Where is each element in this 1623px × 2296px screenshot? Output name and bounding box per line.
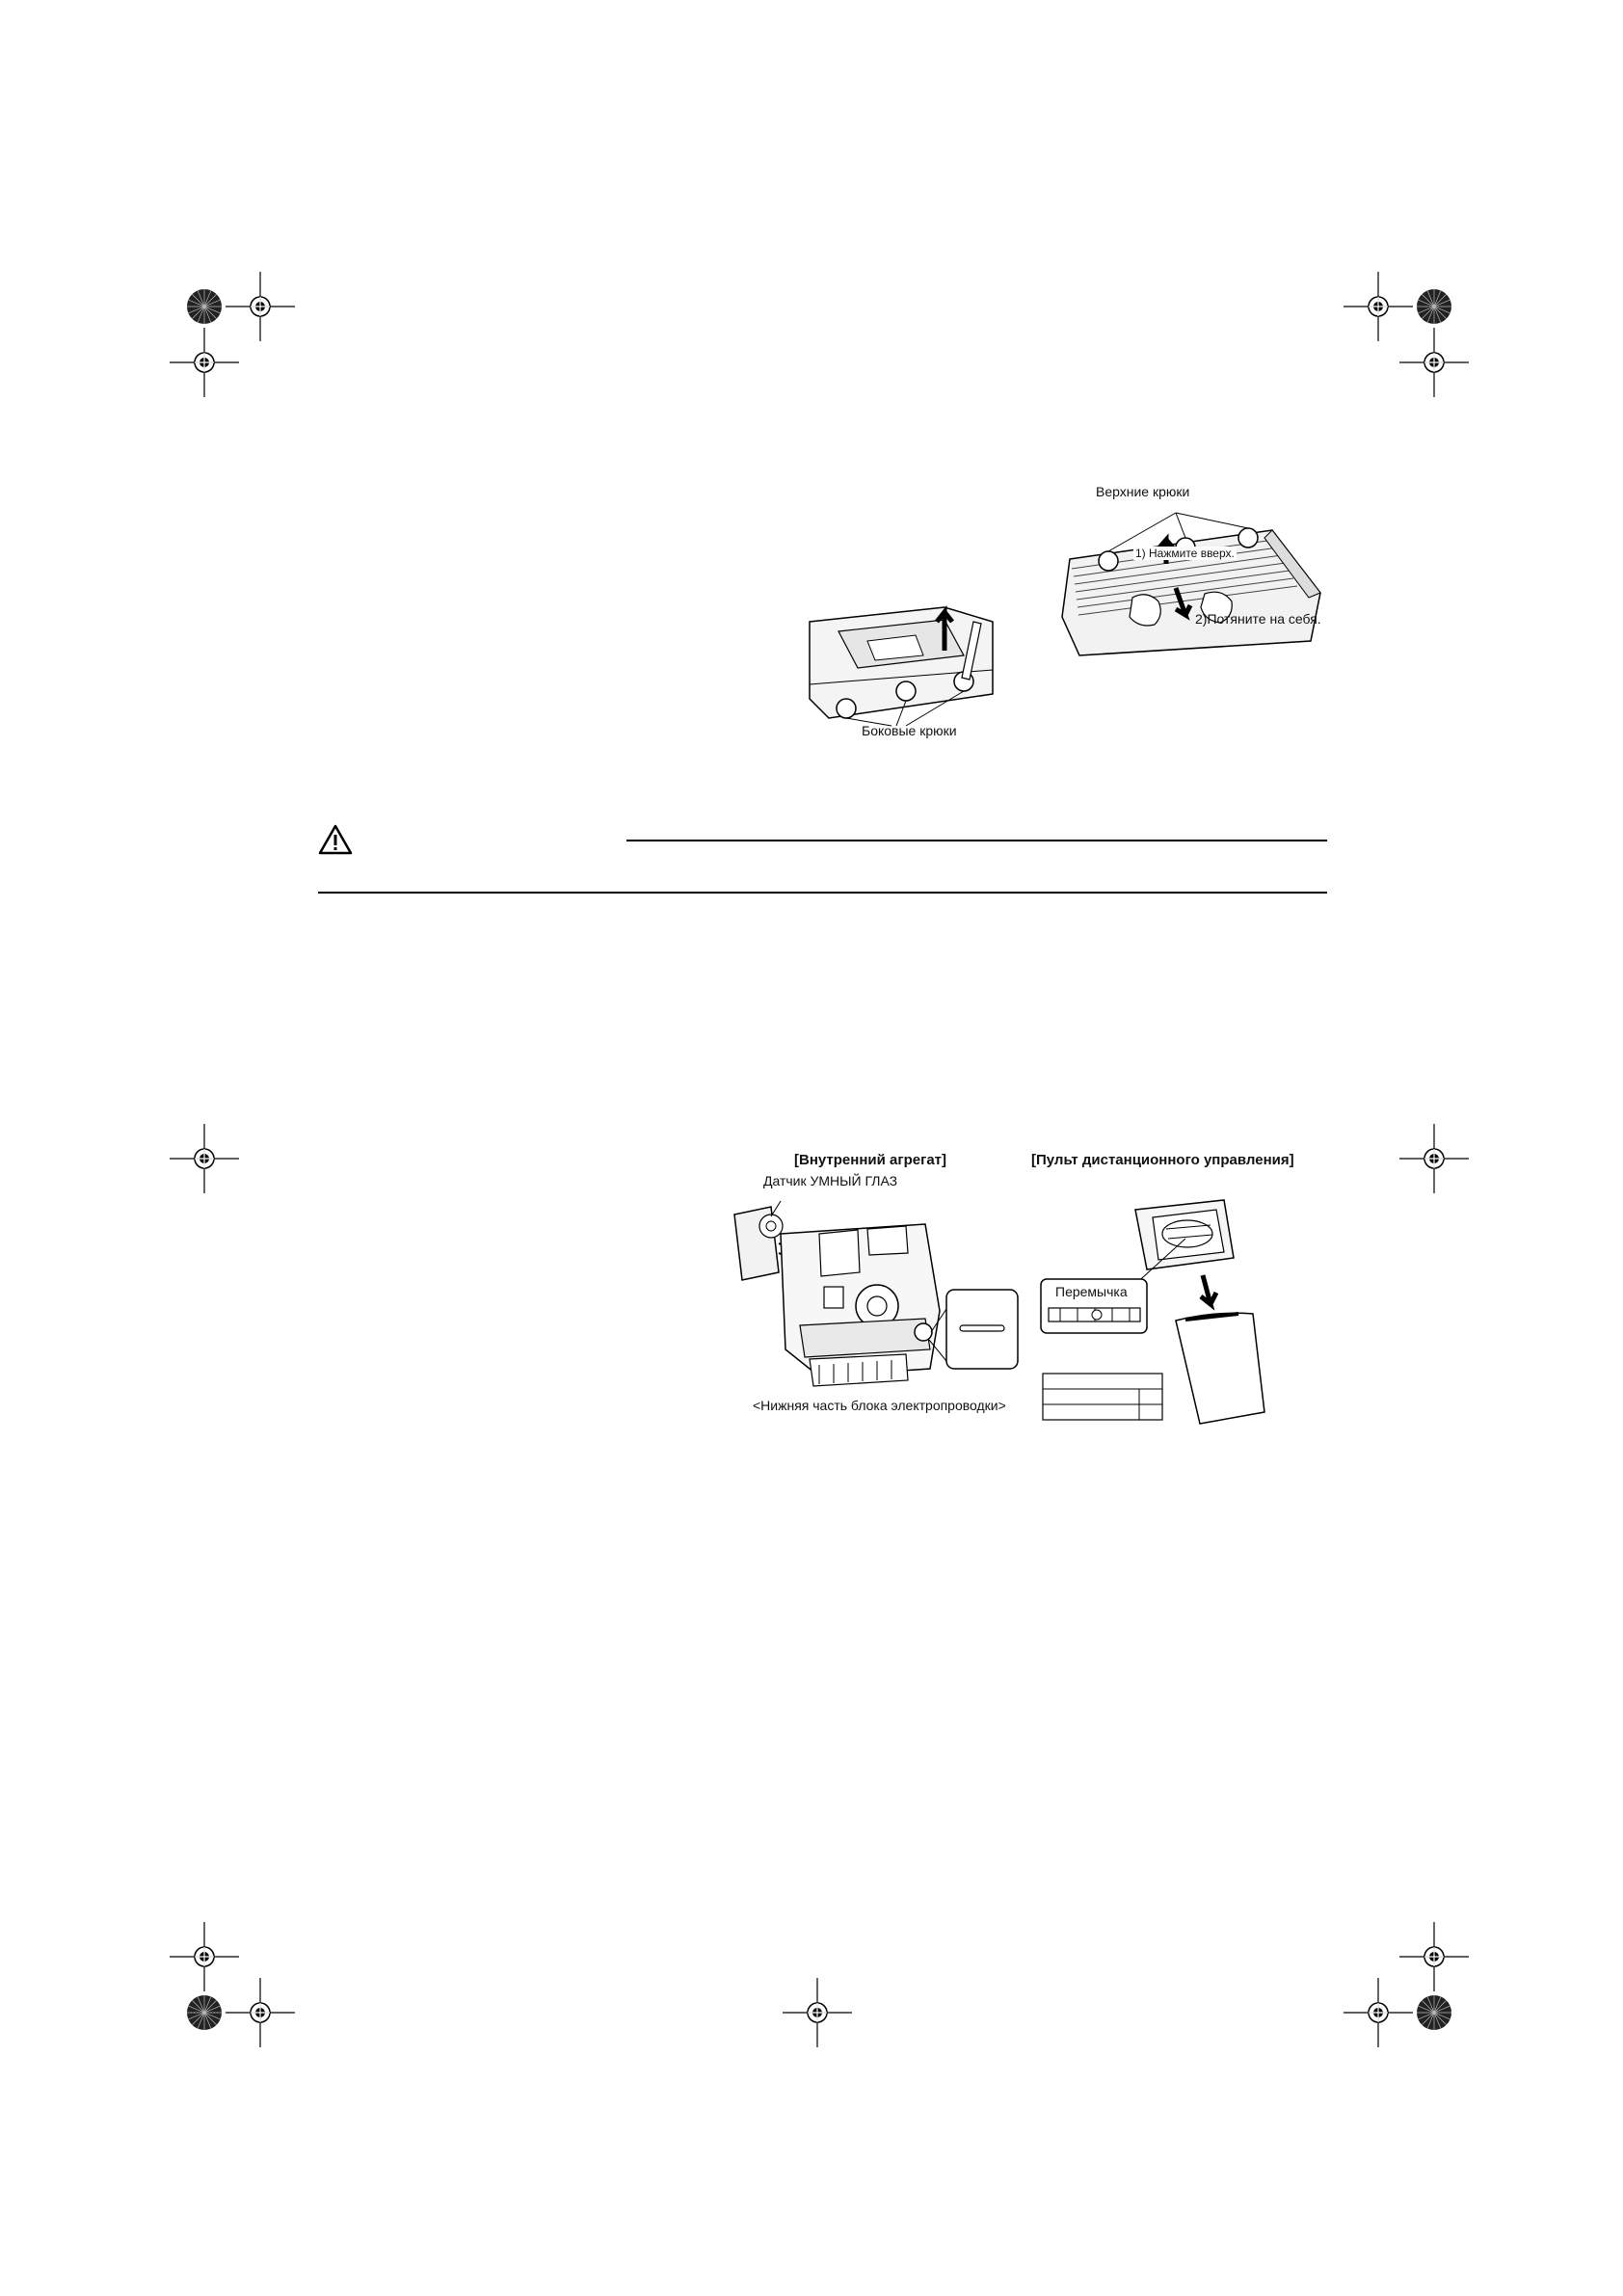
step-push-up-label: 1) Нажмите вверх. xyxy=(1135,547,1235,560)
wiring-box-bottom-label: <Нижняя часть блока электропроводки> xyxy=(753,1398,1006,1413)
grille-hooks-illustration xyxy=(1051,501,1340,665)
upper-hooks-label: Верхние крюки xyxy=(1096,484,1190,499)
indoor-unit-wiring-illustration xyxy=(732,1195,1022,1393)
jumper-label: Перемычка xyxy=(1055,1284,1128,1299)
smart-eye-sensor-label: Датчик УМНЫЙ ГЛАЗ xyxy=(763,1173,898,1188)
remote-control-illustration xyxy=(1041,1200,1330,1431)
side-hooks-illustration xyxy=(800,602,1002,723)
caution-top-rule xyxy=(626,840,1327,841)
warning-icon xyxy=(318,824,353,855)
step-pull-label: 2)Потяните на себя. xyxy=(1195,611,1321,627)
side-hooks-label: Боковые крюки xyxy=(862,723,957,738)
remote-control-title: [Пульт дистанционного управления] xyxy=(1031,1152,1294,1168)
indoor-unit-title: [Внутренний агрегат] xyxy=(794,1152,947,1168)
caution-bottom-rule xyxy=(318,892,1327,894)
